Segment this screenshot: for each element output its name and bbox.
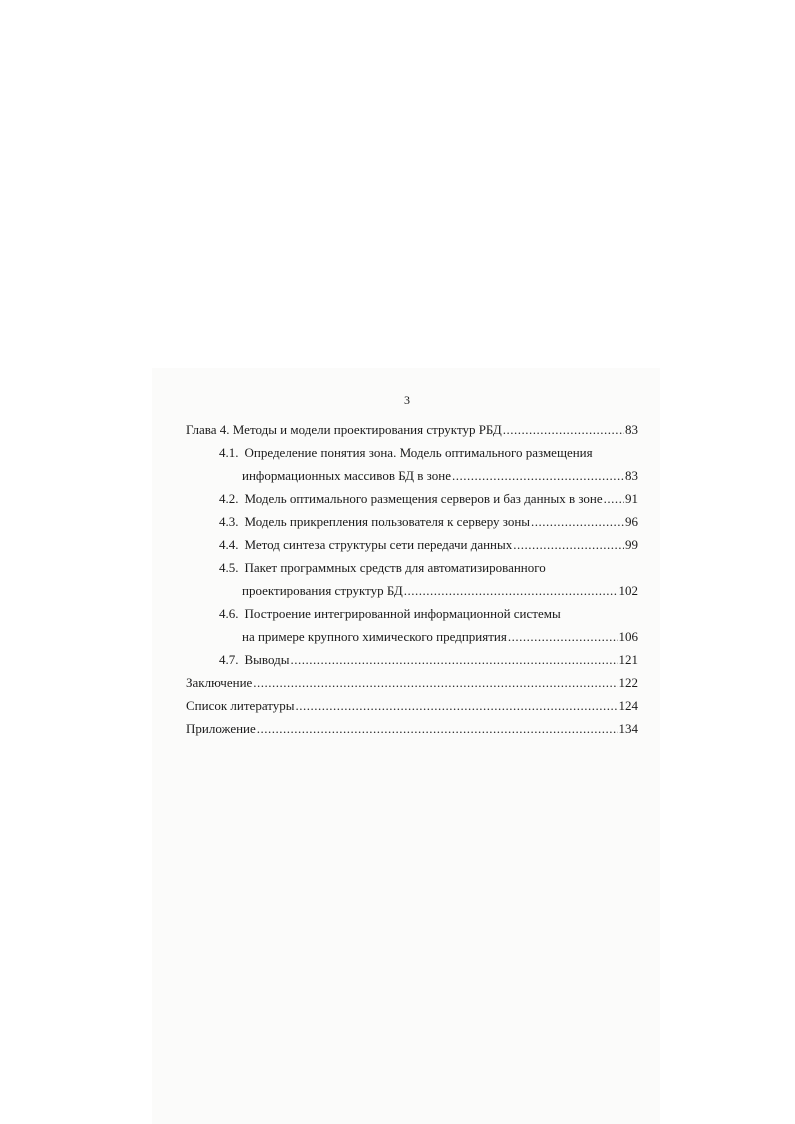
toc-entry-number: 4.5. xyxy=(219,560,239,575)
toc-entry-page: 122 xyxy=(618,675,638,690)
toc-entry-title-continued: информационных массивов БД в зоне xyxy=(242,468,451,483)
toc-entry-conclusion xyxy=(186,671,638,694)
toc-entry-number: 4.4. xyxy=(219,537,239,552)
dot-leader xyxy=(253,671,617,694)
toc-entry-4-1-continued xyxy=(186,464,638,487)
toc-entry-chapter-4 xyxy=(186,418,638,441)
dot-leader xyxy=(296,694,618,717)
dot-leader xyxy=(513,533,624,556)
toc-entry-number: 4.6. xyxy=(219,606,239,621)
toc-entry-title-continued: на примере крупного химического предприятия xyxy=(242,629,507,644)
dot-leader xyxy=(531,510,624,533)
toc-entry-title: Заключение xyxy=(186,675,253,690)
toc-entry-page: 121 xyxy=(618,652,638,667)
toc-entry-page: 83 xyxy=(625,468,638,483)
toc-entry-4-6 xyxy=(186,602,638,625)
dot-leader xyxy=(404,579,618,602)
dot-leader xyxy=(257,717,618,740)
toc-entry-4-4 xyxy=(186,533,638,556)
toc-entry-title: Глава 4. Методы и модели проектирования структур РБД xyxy=(186,422,502,437)
toc-entry-title: Список литературы xyxy=(186,698,295,713)
dot-leader xyxy=(503,418,624,441)
toc-entry-4-5 xyxy=(186,556,638,579)
toc-entry-number: 4.7. xyxy=(219,652,239,667)
table-of-contents xyxy=(186,418,638,740)
toc-entry-title: Модель прикрепления пользователя к серверу зоны xyxy=(244,514,531,529)
toc-entry-page: 124 xyxy=(618,698,638,713)
toc-entry-4-3 xyxy=(186,510,638,533)
toc-entry-title: Метод синтеза структуры сети передачи данных xyxy=(244,537,513,552)
toc-entry-title: Приложение xyxy=(186,721,256,736)
page-number: 3 xyxy=(404,393,410,407)
toc-entry-4-2 xyxy=(186,487,638,510)
toc-entry-title: Модель оптимального размещения серверов и баз данных в зоне xyxy=(244,491,603,506)
toc-entry-title-continued: проектирования структур БД xyxy=(242,583,403,598)
toc-entry-appendix xyxy=(186,717,638,740)
toc-entry-title: Выводы xyxy=(244,652,290,667)
toc-entry-4-5-continued xyxy=(186,579,638,602)
toc-entry-page: 134 xyxy=(618,721,638,736)
toc-entry-page: 99 xyxy=(625,537,638,552)
toc-entry-4-7 xyxy=(186,648,638,671)
toc-entry-title: Построение интегрированной информационной системы xyxy=(244,606,561,621)
toc-entry-page: 106 xyxy=(618,629,638,644)
toc-entry-number: 4.1. xyxy=(219,445,239,460)
dot-leader xyxy=(604,487,624,510)
toc-entry-number: 4.2. xyxy=(219,491,239,506)
dot-leader xyxy=(452,464,624,487)
toc-entry-title: Определение понятия зона. Модель оптимального размещения xyxy=(244,445,593,460)
toc-entry-references xyxy=(186,694,638,717)
toc-entry-page: 91 xyxy=(625,491,638,506)
toc-entry-title: Пакет программных средств для автоматизированного xyxy=(244,560,546,575)
dot-leader xyxy=(290,648,617,671)
toc-entry-page: 102 xyxy=(618,583,638,598)
toc-entry-4-1 xyxy=(186,441,638,464)
toc-entry-4-6-continued xyxy=(186,625,638,648)
toc-entry-page: 83 xyxy=(625,422,638,437)
toc-entry-number: 4.3. xyxy=(219,514,239,529)
dot-leader xyxy=(508,625,618,648)
toc-entry-page: 96 xyxy=(625,514,638,529)
